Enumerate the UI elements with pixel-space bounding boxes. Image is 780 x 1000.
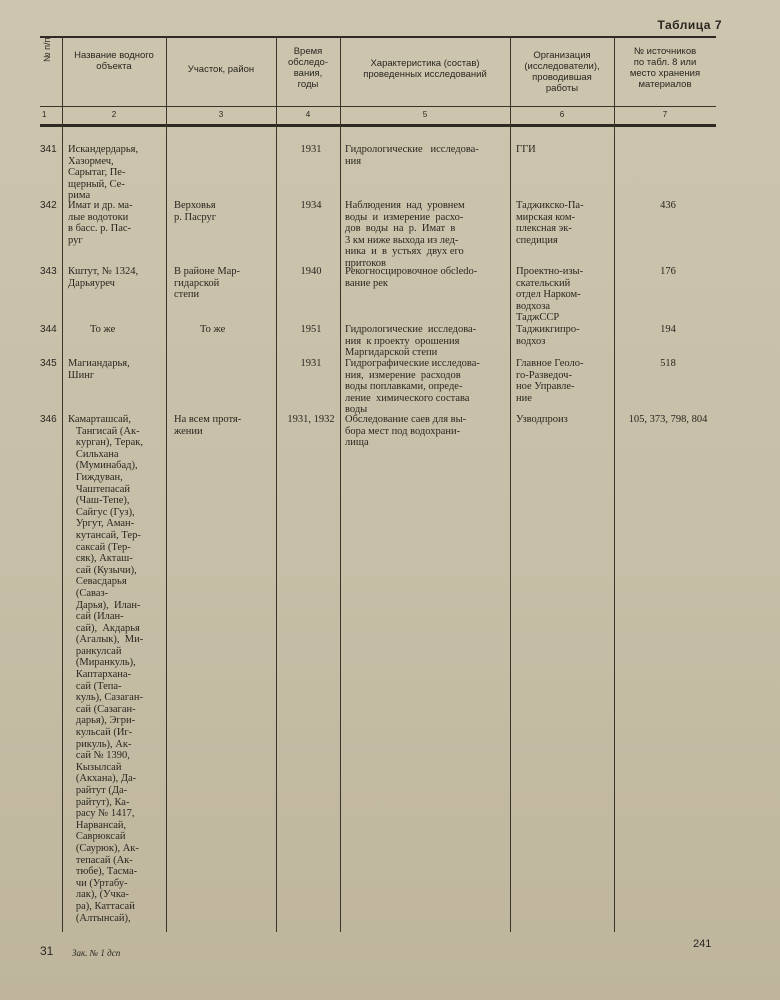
water-body-name: Магиандарья, Шинг [68, 358, 130, 381]
organization: ГГИ [516, 144, 536, 155]
source-reference: 176 [660, 266, 676, 277]
column-divider [276, 36, 277, 932]
survey-year: 1940 [300, 266, 322, 277]
column-divider [510, 36, 511, 932]
header-cell-work: Характеристика (состав) проведенных исследований [363, 58, 487, 80]
header-number-label: № п/п [42, 37, 52, 62]
research-description: Наблюдения над уровнем воды и измерение расхо- дов воды на р. Имат в 3 км ниже выхода из лед- ника и в устьях двух его притоков [345, 200, 465, 269]
header-cell-name: Название водного объекта [74, 50, 154, 72]
column-number: 7 [662, 110, 668, 119]
survey-year: 1931 [300, 358, 322, 369]
page-number: 241 [693, 938, 712, 950]
research-description: Гидрологические исследова- ния [345, 144, 479, 167]
column-number: 2 [111, 110, 117, 119]
source-reference: 436 [660, 200, 676, 211]
research-description: Рекогносцировочное обсledo- вание рек [345, 266, 478, 289]
footer-order-note: Зак. № 1 дсп [72, 948, 121, 958]
column-number: 6 [559, 110, 565, 119]
water-body-name: Имат и др. ма- лые водотоки в басс. р. Пас- руг [68, 200, 133, 246]
header-cell-source: № источников по табл. 8 или место хранения материалов [629, 46, 701, 90]
source-reference: 518 [660, 358, 676, 369]
survey-year: 1931, 1932 [287, 414, 335, 425]
organization: Узводпроиз [516, 414, 568, 425]
survey-year: 1934 [300, 200, 322, 211]
research-description: Гидрографические исследова- ния, измерение расходов воды поплавками, опреде- ление химического состава воды [345, 358, 480, 416]
survey-year: 1931 [300, 144, 322, 155]
water-body-name: То же [90, 324, 116, 335]
row-number: 345 [40, 358, 57, 369]
row-number: 343 [40, 266, 57, 277]
research-description: Обследование саев для вы- бора мест под водохрани- лища [345, 414, 467, 449]
area-district: На всем протя- жении [174, 414, 242, 437]
research-description: Гидрологические исследова- ния к проекту орошения Маргидарской степи [345, 324, 477, 359]
organization: Проектно-изы- скательский отдел Нарком- водхоза ТаджССР [516, 266, 584, 324]
column-divider [340, 36, 341, 932]
source-reference: 194 [660, 324, 676, 335]
row-number: 346 [40, 414, 57, 425]
header-cell-org: Организация (исследователи), проводившая работы [524, 50, 600, 94]
column-divider [166, 36, 167, 932]
area-district: То же [200, 324, 226, 335]
column-number: 1 [42, 110, 47, 119]
header-cell-year: Время обследо- вания, годы [288, 46, 328, 90]
organization: Таджикско-Па- мирская ком- плексная эк- спедиция [516, 200, 584, 246]
column-number: 4 [305, 110, 311, 119]
row-number: 342 [40, 200, 57, 211]
water-body-name: Искандердарья, Хазормеч, Сарытаг, Пе- щерный, Се- рима [68, 144, 139, 202]
source-reference: 105, 373, 798, 804 [628, 414, 708, 425]
table-caption: Таблица 7 [657, 18, 722, 32]
water-body-name: Камарташсай, Тангисай (Ак- курган), Терак, Сильхана (Муминабад), Гиждуван, Чаштепасай (Чаш-Тепе), Сайгус (Гуз), Ургут, Аман- кутансай, Тер- саксай (Тер- сяк), Акташ- сай (Кузычи), Севасдарья (Саваз- Дарья), Илан- сай (Илан- сай), Акдарья (Агалык), Ми- ранкулсай (Миранкуль), Каптарханa- сай (Тепа- куль), Сазаган- сай (Сазаган- дарья), Эгри- кульсай (Иг- рикуль), Ак- сай № 1390, Кызылсай (Акхана), Да- райтут (Да- райтут), Ка- расу № 1417, Нарвансай, Саврюксай (Саурюк), Ак- тепасай (Ак- тюбе), Тасма- чи (Уртабу- лак), (Учка- ра), Каттасай (Алтынсай), [68, 414, 144, 924]
row-number: 344 [40, 324, 57, 335]
footer-sheet-number: 31 [40, 944, 54, 958]
column-divider [62, 36, 63, 932]
column-number: 5 [422, 110, 428, 119]
area-district: В районе Мар- гидарской степи [174, 266, 241, 301]
data-table [40, 36, 716, 932]
header-cell-number [40, 37, 62, 102]
column-number: 3 [218, 110, 224, 119]
water-body-name: Кштут, № 1324, Дарьяуреч [68, 266, 139, 289]
organization: Таджикгипро- водхоз [516, 324, 580, 347]
organization: Главное Геоло- го-Разведоч- ное Управле- ние [516, 358, 584, 404]
column-divider [614, 36, 615, 932]
area-district: Верховья р. Пасруг [174, 200, 217, 223]
row-number: 341 [40, 144, 57, 155]
header-cell-area: Участок, район [187, 64, 255, 75]
survey-year: 1951 [300, 324, 322, 335]
